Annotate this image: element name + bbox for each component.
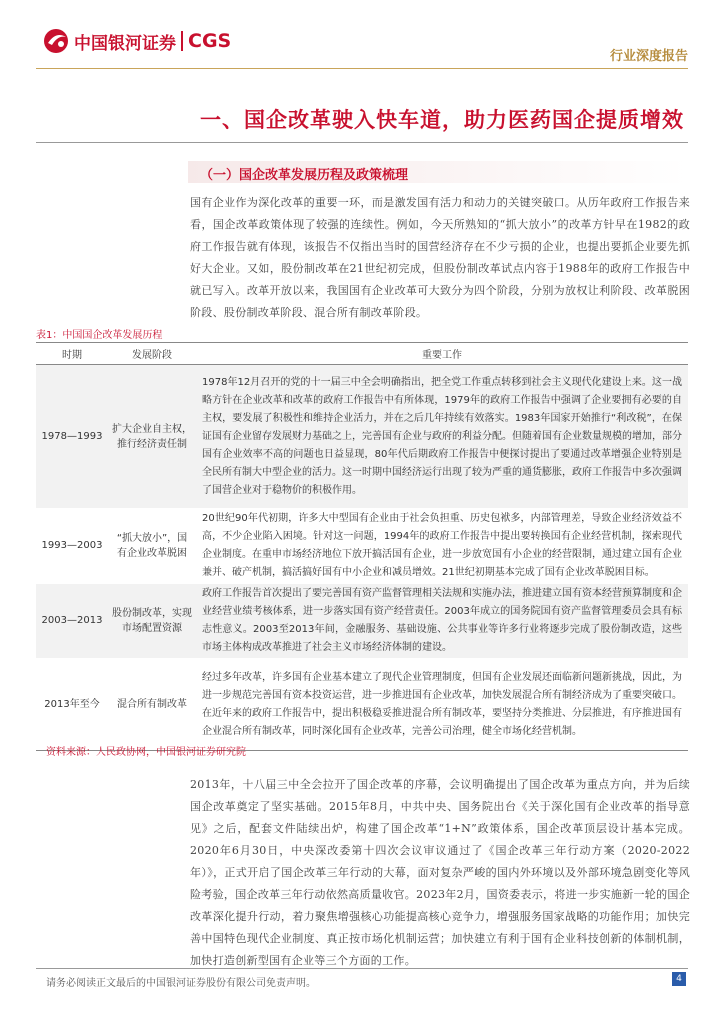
table-source: 资料来源：人民政协网，中国银河证券研究院 — [46, 747, 246, 758]
body-paragraph-1: 国有企业作为深化改革的重要一环，而是激发国有活力和动力的关键突破口。从历年政府工作报告来看，国企改革政策体现了较强的连续性。例如，今天所熟知的“抓大放小”的改革方针早在1982的政府工作报告就有体现，该报告不仅指出当时的国营经济存在不少亏损的企业，也提出要抓企业要先抓好大企业。又如，股份制改革在21世纪初完成，但股份制改革试点内容于1988年的政府工作报告中就已写入。改革开放以来，我国国有企业改革可大致分为四个阶段，分别为放权让利阶段、改革脱困阶段、股份制改革阶段、混合所有制改革阶段。 — [190, 196, 690, 319]
table-header-period: 时期 — [36, 343, 108, 365]
table-header-work: 重要工作 — [196, 343, 688, 365]
table-row — [36, 365, 688, 509]
galaxy-logo-icon — [42, 27, 70, 55]
table-cell-work: 经过多年改革，许多国有企业基本建立了现代企业管理制度，但国有企业发展还面临新问题新挑战，因此，为进一步规范完善国有资本投资运营，进一步推进国有企业改革，加快发展混合所有制经济成为了重要突破口。在近年来的政府工作报告中，提出积极稳妥推进混合所有制改革，要坚持分类推进、分层推进，有序推进国有企业混合所有制改革，同时深化国有企业改革，完善公司治理，健全市场化经营机制。 — [196, 659, 688, 751]
report-type-label: 行业深度报告 — [609, 49, 688, 64]
section-title: 一、国企改革驶入快车道，助力医药国企提质增效 — [200, 107, 684, 132]
header-divider — [36, 68, 688, 69]
logo-chinese-name: 中国银河证券 — [74, 33, 176, 54]
page-number: 4 — [672, 972, 686, 986]
table-cell-period: 1978—1993 — [36, 365, 108, 509]
table-cell-work: 1978年12月召开的党的十一届三中全会明确指出，把全党工作重点转移到社会主义现代化建设上来。这一战略方针在企业改革和改革的政府工作报告中有所体现，1979年的政府工作报告中强调了企业要拥有必要的自主权，要发展了积极性和维持企业活力，并在之后几年持续有效落实。1983年国家开始推行“利改税”，在保证国有企业留存发展财力基础之上，完善国有企业与政府的利益分配。但随着国有企业数量规模的增加，部分国有企业效率不高的问题也日益显现，80年代后期政府工作报告中便探讨提出了要通过改革增强企业特别是全民所有制大中型企业的活力。这一时期中国经济运行出现了较为严重的通货膨胀，政府工作报告中多次强调了国营企业对于稳物价的积极作用。 — [196, 365, 688, 509]
table-cell-stage: 扩大企业自主权，推行经济责任制 — [108, 365, 196, 509]
table-cell-stage: 股份制改革，实现市场配置资源 — [108, 584, 196, 659]
table-row — [36, 584, 688, 659]
table-cell-period: 2013年至今 — [36, 659, 108, 751]
table-header-row — [36, 343, 688, 365]
table-cell-period: 2003—2013 — [36, 584, 108, 659]
table-row — [36, 509, 688, 584]
page-header — [0, 0, 724, 70]
table-header-stage: 发展阶段 — [108, 343, 196, 365]
footer-disclaimer: 请务必阅读正文最后的中国银河证券股份有限公司免责声明。 — [46, 978, 316, 989]
subsection-title: （一）国企改革发展历程及政策梳理 — [200, 168, 409, 183]
table-cell-period: 1993—2003 — [36, 509, 108, 584]
footer-divider — [36, 968, 688, 969]
logo-separator — [181, 31, 183, 51]
table-caption: 表1：中国国企改革发展历程 — [36, 330, 163, 341]
reform-history-table — [36, 342, 688, 751]
table-cell-work: 政府工作报告首次提出了要完善国有资产监督管理相关法规和实施办法，推进建立国有资本经营预算制度和企业经营业绩考核体系，进一步落实国有资产经营责任。2003年成立的国务院国有资产监督管理委员会具有标志性意义。2003至2013年间，金融服务、基础设施、公共事业等许多行业将逐步完成了股份制改造，这些市场主体构成改革推进了社会主义市场经济体制的建设。 — [196, 584, 688, 659]
section-title-divider — [36, 142, 688, 143]
table-cell-stage: 混合所有制改革 — [108, 659, 196, 751]
table-cell-stage: “抓大放小”，国有企业改革脱困 — [108, 509, 196, 584]
table-cell-work: 20世纪90年代初期，许多大中型国有企业由于社会负担重、历史包袱多，内部管理差，导致企业经济效益不高，不少企业陷入困境。针对这一问题，1994年的政府工作报告中提出要转换国有企业经营机制，探索现代企业制度。在重申市场经济地位下放开搞活国有企业，进一步放宽国有小企业的经营限制，通过建立国有企业兼并、破产机制，搞活搞好国有中小企业和减员增效。21世纪初期基本完成了国有企业改革脱困目标。 — [196, 509, 688, 584]
body-paragraph-2: 2013年，十八届三中全会拉开了国企改革的序幕，会议明确提出了国企改革为重点方向，并为后续国企改革奠定了坚实基础。2015年8月，中共中央、国务院出台《关于深化国有企业改革的指导意见》之后，配套文件陆续出炉，构建了国企改革“1+N”政策体系，国企改革顶层设计基本完成。2020年6月30日，中央深改委第十四次会议审议通过了《国企改革三年行动方案（2020-2022年）》，正式开启了国企改革三年行动的大幕，面对复杂严峻的国内外环境以及外部环境急剧变化等风险考验，国企改革三年行动依然高质量收官。2023年2月，国资委表示，将进一步实施新一轮的国企改革深化提升行动，着力聚焦增强核心功能提高核心竞争力，增强服务国家战略的功能作用；加快完善中国特色现代企业制度、真正按市场化机制运营；加快建立有利于国有企业科技创新的体制机制，加快打造创新型国有企业等三个方面的工作。 — [190, 778, 690, 967]
logo-english-name: CGS — [188, 30, 232, 52]
table-row — [36, 659, 688, 751]
company-logo — [42, 26, 231, 56]
